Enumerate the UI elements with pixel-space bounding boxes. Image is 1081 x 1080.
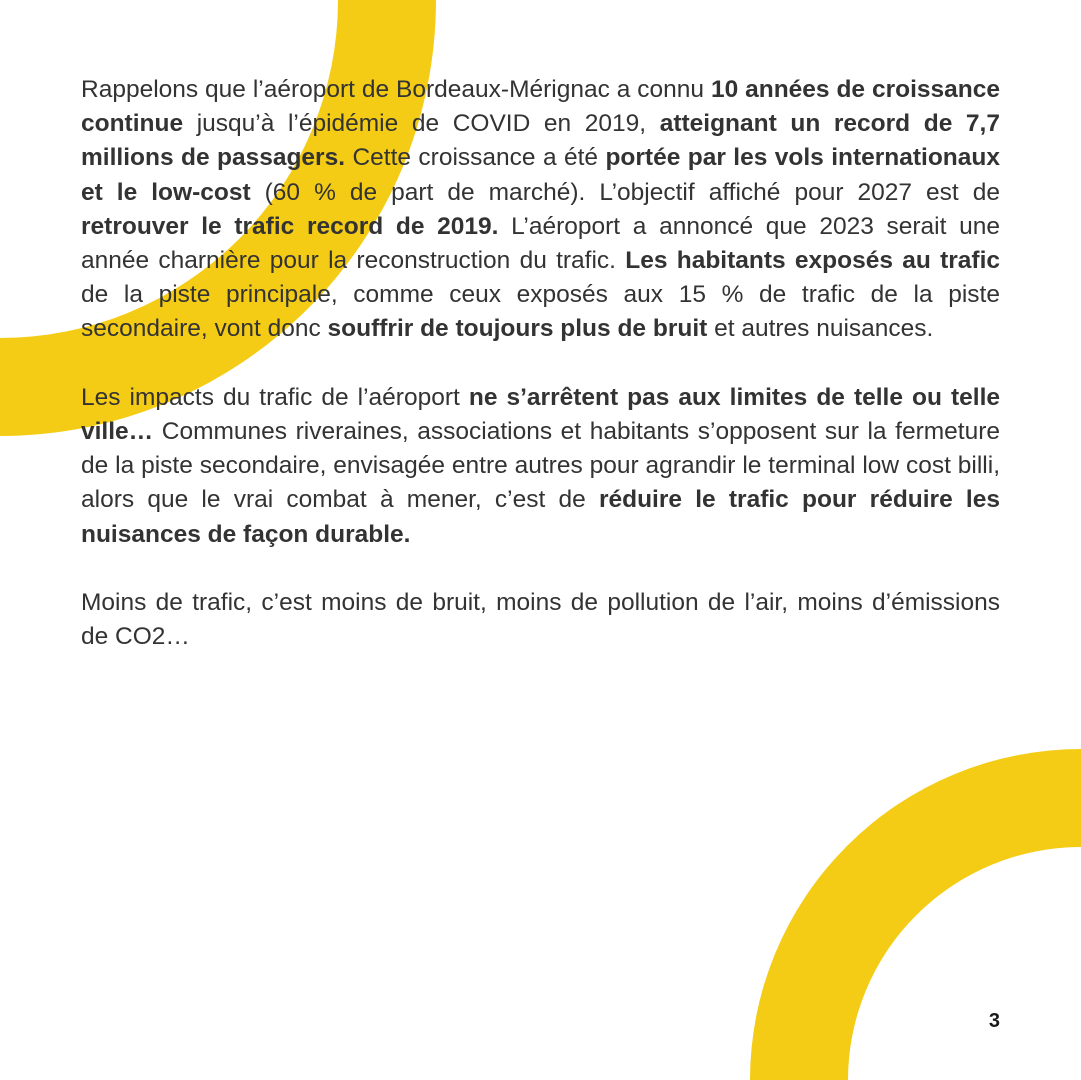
text-run: Communes riveraines, associations et habitants s’opposent sur la fermeture de la piste secondaire, envisagée entre autres pour agrandir le terminal low cost billi, alors que le vrai combat à mener, c’est de bbox=[81, 418, 1000, 514]
text-run: jusqu’à l’épidémie de COVID en 2019, bbox=[183, 110, 660, 138]
paragraph-growth bbox=[81, 73, 1000, 347]
body-text bbox=[81, 73, 1000, 689]
text-run: et autres nuisances. bbox=[707, 315, 934, 343]
text-run: Les impacts du trafic de l’aéroport bbox=[81, 383, 469, 411]
bold-text-run: réduire le trafic pour réduire les nuisances de façon durable. bbox=[81, 486, 1000, 548]
bold-text-run: ne s’arrêtent pas aux limites de telle ou telle ville… bbox=[81, 383, 1000, 446]
bold-text-run: retrouver le trafic record de 2019. bbox=[81, 212, 499, 240]
bold-text-run: atteignant un record de 7,7 millions de passagers. bbox=[81, 110, 1000, 172]
text-run: Cette croissance a été bbox=[345, 144, 606, 172]
page-number: 3 bbox=[988, 1010, 1000, 1032]
text-run: de la piste principale, comme ceux exposés aux 15 % de trafic de la piste secondaire, vont donc bbox=[81, 281, 1000, 343]
bold-text-run: portée par les vols internationaux et le low-cost bbox=[81, 144, 1000, 206]
text-run: Rappelons que l’aéroport de Bordeaux-Mérignac a connu bbox=[81, 76, 711, 103]
paragraph-impacts bbox=[81, 381, 1000, 552]
text-run: (60 % de part de marché). L’objectif affiché pour 2027 est de bbox=[250, 178, 1000, 206]
bold-text-run: 10 années de croissance continue bbox=[81, 76, 1000, 138]
paragraph-conclusion bbox=[81, 586, 1000, 654]
bottom-right-yellow-arc bbox=[750, 749, 1081, 1080]
text-run: L’aéroport a annoncé que 2023 serait une année charnière pour la reconstruction du trafic. bbox=[81, 212, 1000, 275]
bold-text-run: Les habitants exposés au trafic bbox=[625, 247, 1000, 275]
bold-text-run: souffrir de toujours plus de bruit bbox=[327, 315, 708, 343]
text-run: Moins de trafic, c’est moins de bruit, moins de pollution de l’air, moins d’émissions de CO2… bbox=[81, 589, 1000, 651]
